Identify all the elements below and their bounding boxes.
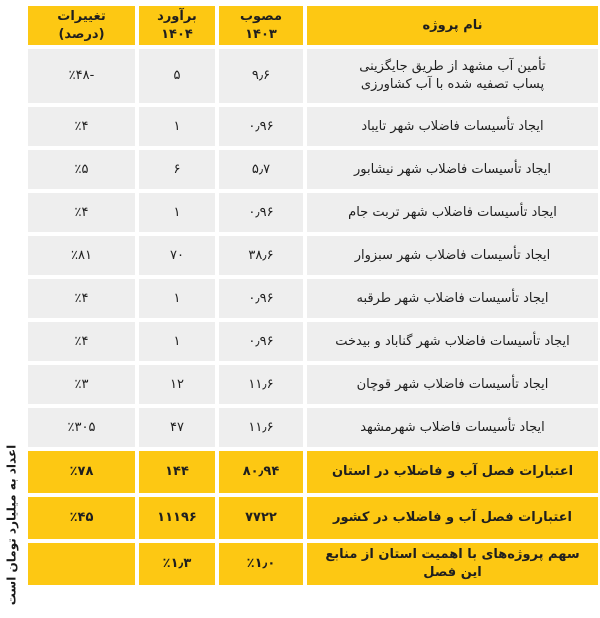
change-cell: ٪۸۱: [28, 236, 135, 275]
approved-cell: ۰٫۹۶: [219, 107, 303, 146]
project-budget-table: [24, 2, 600, 589]
estimate-cell: ۴۷: [139, 408, 215, 447]
approved-cell: ۹٫۶: [219, 49, 303, 103]
header-change-percent: تغییرات (درصد): [28, 6, 135, 45]
total-estimate-cell: ٪۱٫۳: [139, 543, 215, 585]
project-name-line2: پساب تصفیه شده با آب کشاورزی: [360, 77, 545, 92]
project-name-cell: ایجاد تأسیسات فاضلاب شهرمشهد: [307, 408, 598, 447]
change-cell: ٪۳۰۵: [28, 408, 135, 447]
approved-cell: ۰٫۹۶: [219, 322, 303, 361]
approved-cell: ۵٫۷: [219, 150, 303, 189]
table-row: [28, 150, 598, 189]
units-note-text: اعداد به میلیارد تومان است: [4, 444, 18, 606]
table-row: [28, 365, 598, 404]
project-name-cell: ایجاد تأسیسات فاضلاب شهر نیشابور: [307, 150, 598, 189]
approved-cell: ۱۱٫۶: [219, 408, 303, 447]
project-name-cell: ایجاد تأسیسات فاضلاب شهر قوچان: [307, 365, 598, 404]
change-cell: ٪۳: [28, 365, 135, 404]
total-change-cell: [28, 543, 135, 585]
header-approved-1403: مصوب ۱۴۰۳: [219, 6, 303, 45]
project-name-cell: ایجاد تأسیسات فاضلاب شهر طرقبه: [307, 279, 598, 318]
table-row: [28, 107, 598, 146]
change-cell: ٪۴: [28, 322, 135, 361]
estimate-cell: ۱۲: [139, 365, 215, 404]
approved-cell: ۱۱٫۶: [219, 365, 303, 404]
project-name-cell: ایجاد تأسیسات فاضلاب شهر گناباد و بیدخت: [307, 322, 598, 361]
total-row-province: [28, 451, 598, 493]
total-change-cell: ٪۴۵: [28, 497, 135, 539]
total-row-share: [28, 543, 598, 585]
total-name-cell: سهم پروژه‌های با اهمیت استان از منابع این فصل: [307, 543, 598, 585]
estimate-cell: ۷۰: [139, 236, 215, 275]
table-row: [28, 408, 598, 447]
project-name-line1: تأمین آب مشهد از طریق جایگزینی: [359, 59, 546, 75]
change-cell: -٪۴۸: [28, 49, 135, 103]
approved-cell: ۰٫۹۶: [219, 193, 303, 232]
total-name-cell: اعتبارات فصل آب و فاضلاب در کشور: [307, 497, 598, 539]
estimate-cell: ۱: [139, 322, 215, 361]
estimate-cell: ۱: [139, 193, 215, 232]
total-approved-cell: ۷۷۲۲: [219, 497, 303, 539]
estimate-cell: ۵: [139, 49, 215, 103]
change-cell: ٪۴: [28, 193, 135, 232]
change-cell: ٪۴: [28, 279, 135, 318]
estimate-cell: ۱: [139, 107, 215, 146]
total-approved-cell: ۸۰٫۹۴: [219, 451, 303, 493]
total-row-country: [28, 497, 598, 539]
header-project-name: نام پروژه: [307, 6, 598, 45]
table-row: [28, 236, 598, 275]
estimate-cell: ۶: [139, 150, 215, 189]
approved-cell: ۰٫۹۶: [219, 279, 303, 318]
table-row: [28, 279, 598, 318]
approved-cell: ۳۸٫۶: [219, 236, 303, 275]
total-estimate-cell: ۱۴۴: [139, 451, 215, 493]
project-name-cell: ایجاد تأسیسات فاضلاب شهر تایباد: [307, 107, 598, 146]
estimate-cell: ۱: [139, 279, 215, 318]
table-row: [28, 193, 598, 232]
project-name-cell: [307, 49, 598, 103]
units-note: [0, 440, 22, 610]
project-name-cell: ایجاد تأسیسات فاضلاب شهر سبزوار: [307, 236, 598, 275]
table-header-row: [28, 6, 598, 45]
total-approved-cell: ٪۱٫۰: [219, 543, 303, 585]
project-name-cell: ایجاد تأسیسات فاضلاب شهر تربت جام: [307, 193, 598, 232]
total-change-cell: ٪۷۸: [28, 451, 135, 493]
total-estimate-cell: ۱۱۱۹۶: [139, 497, 215, 539]
table-row: [28, 322, 598, 361]
header-estimate-1404: برآورد ۱۴۰۴: [139, 6, 215, 45]
change-cell: ٪۵: [28, 150, 135, 189]
table-row: [28, 49, 598, 103]
change-cell: ٪۴: [28, 107, 135, 146]
total-name-cell: اعتبارات فصل آب و فاضلاب در استان: [307, 451, 598, 493]
